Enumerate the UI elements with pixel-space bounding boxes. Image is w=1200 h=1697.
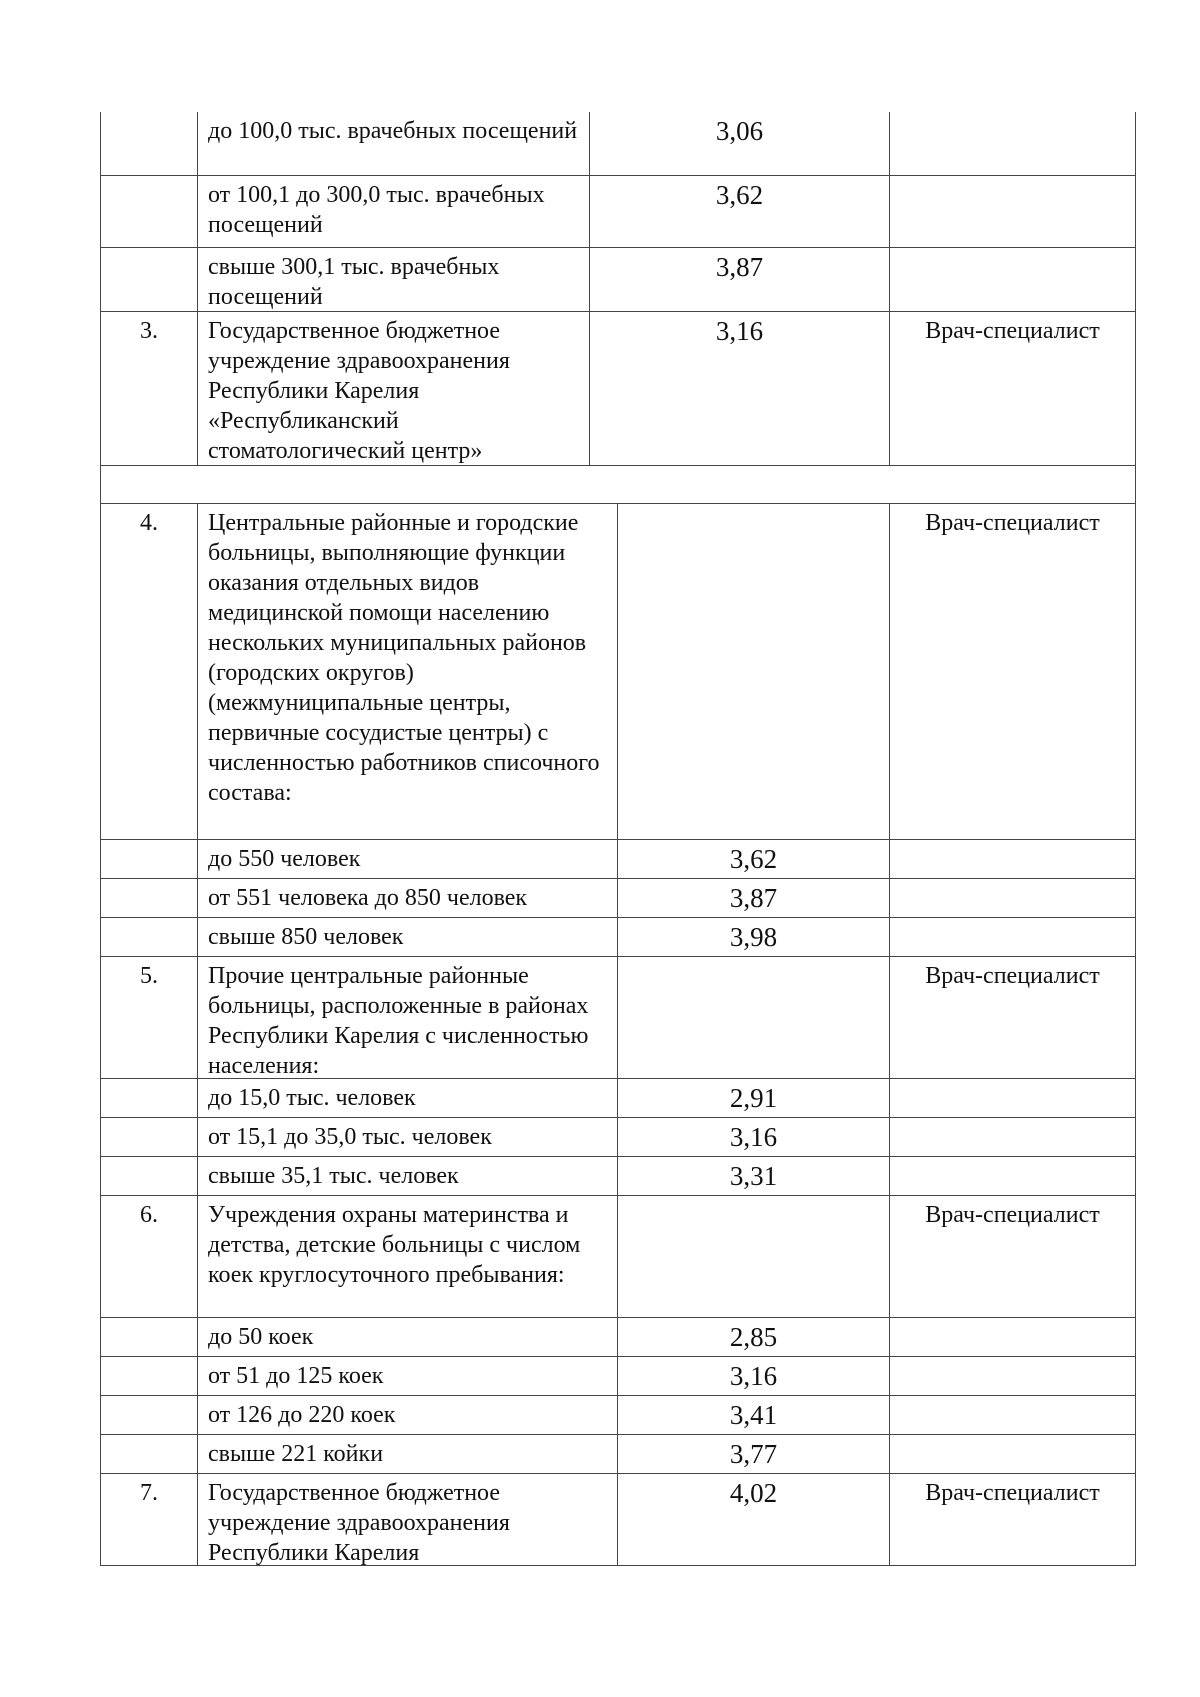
row-role: Врач-специалист	[889, 312, 1136, 465]
row-name: от 100,1 до 300,0 тыс. врачебных посещений	[197, 176, 589, 247]
row-coefficient: 3,31	[617, 1157, 889, 1195]
row-role	[889, 112, 1136, 175]
row-role	[889, 248, 1136, 311]
row-role	[889, 1435, 1136, 1473]
table-row	[100, 1357, 1136, 1396]
row-number	[100, 1079, 197, 1117]
row-name: от 15,1 до 35,0 тыс. человек	[197, 1118, 617, 1156]
row-number	[100, 1318, 197, 1356]
row-coefficient: 3,16	[589, 312, 889, 465]
row-name: от 126 до 220 коек	[197, 1396, 617, 1434]
table-row	[100, 1079, 1136, 1118]
row-coefficient: 3,62	[617, 840, 889, 878]
row-coefficient: 2,91	[617, 1079, 889, 1117]
row-role	[889, 1079, 1136, 1117]
table-row	[100, 248, 1136, 312]
row-number: 5.	[100, 957, 197, 1078]
row-number: 7.	[100, 1474, 197, 1565]
table-row	[100, 1396, 1136, 1435]
row-number	[100, 248, 197, 311]
row-role	[889, 840, 1136, 878]
row-role: Врач-специалист	[889, 1196, 1136, 1317]
table-row	[100, 312, 1136, 466]
row-name: свыше 221 койки	[197, 1435, 617, 1473]
row-name: до 550 человек	[197, 840, 617, 878]
table-row	[100, 112, 1136, 176]
row-coefficient: 3,62	[589, 176, 889, 247]
row-coefficient: 3,87	[617, 879, 889, 917]
row-number: 4.	[100, 504, 197, 839]
row-name: от 51 до 125 коек	[197, 1357, 617, 1395]
row-role: Врач-специалист	[889, 957, 1136, 1078]
table-row	[100, 1157, 1136, 1196]
row-role	[889, 1157, 1136, 1195]
row-name: Учреждения охраны материнства и детства, детские больницы с числом коек круглосуточного пребывания:	[197, 1196, 617, 1317]
row-number	[100, 840, 197, 878]
row-coefficient: 3,06	[589, 112, 889, 175]
row-coefficient: 3,16	[617, 1357, 889, 1395]
row-role	[889, 1318, 1136, 1356]
row-number	[100, 112, 197, 175]
row-number: 3.	[100, 312, 197, 465]
row-number: 6.	[100, 1196, 197, 1317]
row-coefficient	[617, 504, 889, 839]
row-name: до 15,0 тыс. человек	[197, 1079, 617, 1117]
table-row	[100, 957, 1136, 1079]
row-coefficient: 3,41	[617, 1396, 889, 1434]
row-coefficient: 2,85	[617, 1318, 889, 1356]
row-name: свыше 850 человек	[197, 918, 617, 956]
row-role	[889, 918, 1136, 956]
table-row	[100, 1318, 1136, 1357]
table-row	[100, 176, 1136, 248]
row-name: до 100,0 тыс. врачебных посещений	[197, 112, 589, 175]
row-name: Государственное бюджетное учреждение здравоохранения Республики Карелия	[197, 1474, 617, 1565]
row-role: Врач-специалист	[889, 504, 1136, 839]
row-name: от 551 человека до 850 человек	[197, 879, 617, 917]
table-row	[100, 1474, 1136, 1566]
table-spacer-row	[100, 466, 1136, 504]
row-coefficient: 4,02	[617, 1474, 889, 1565]
row-role	[889, 1118, 1136, 1156]
row-number	[100, 1435, 197, 1473]
table-row	[100, 918, 1136, 957]
row-role	[889, 176, 1136, 247]
row-role: Врач-специалист	[889, 1474, 1136, 1565]
row-number	[100, 879, 197, 917]
row-coefficient: 3,77	[617, 1435, 889, 1473]
row-role	[889, 1357, 1136, 1395]
row-name: до 50 коек	[197, 1318, 617, 1356]
row-coefficient: 3,87	[589, 248, 889, 311]
table-row	[100, 879, 1136, 918]
table-row	[100, 1435, 1136, 1474]
row-coefficient: 3,16	[617, 1118, 889, 1156]
row-coefficient: 3,98	[617, 918, 889, 956]
table-row	[100, 1118, 1136, 1157]
row-number	[100, 1357, 197, 1395]
row-name: Государственное бюджетное учреждение здравоохранения Республики Карелия «Республиканский стоматологический центр»	[197, 312, 589, 465]
row-coefficient	[617, 957, 889, 1078]
row-name: свыше 300,1 тыс. врачебных посещений	[197, 248, 589, 311]
row-number	[100, 176, 197, 247]
table-row	[100, 840, 1136, 879]
table-row	[100, 504, 1136, 840]
row-number	[100, 918, 197, 956]
row-name: Прочие центральные районные больницы, расположенные в районах Республики Карелия с численностью населения:	[197, 957, 617, 1078]
row-number	[100, 1157, 197, 1195]
row-coefficient	[617, 1196, 889, 1317]
table-row	[100, 1196, 1136, 1318]
row-number	[100, 1118, 197, 1156]
row-role	[889, 879, 1136, 917]
coefficients-table	[100, 112, 1136, 1566]
row-name: свыше 35,1 тыс. человек	[197, 1157, 617, 1195]
row-name: Центральные районные и городские больницы, выполняющие функции оказания отдельных видов медицинской помощи населению нескольких муниципальных районов (городских округов) (межмуниципальные центры, первичные сосудистые центры) с численностью работников списочного состава:	[197, 504, 617, 839]
row-role	[889, 1396, 1136, 1434]
row-number	[100, 1396, 197, 1434]
